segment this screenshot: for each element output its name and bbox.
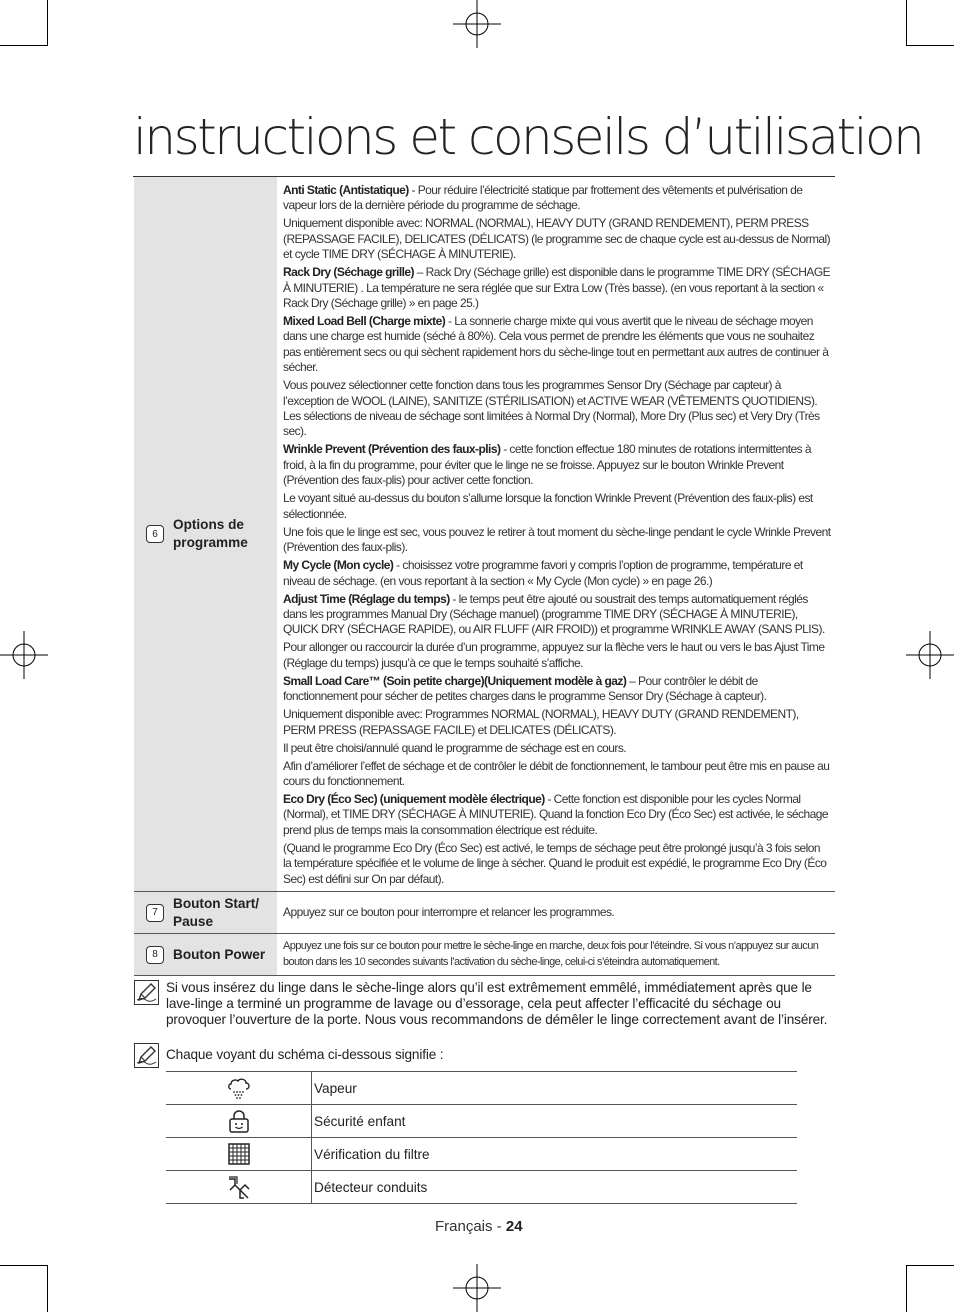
option-paragraph: [283, 314, 831, 376]
option-paragraph: [283, 265, 831, 311]
option-description: Une fois que le linge est sec, vous pouvez le retirer à tout moment du sèche-linge pendant le cycle Wrinkle Prevent (Prévention des faux-plis).: [283, 524, 831, 555]
option-description: - Cette fonction est disponible pour les cycles Normal (Normal), et TIME DRY (SÉCHAGE À MINUTERIE). Quand la fonction Eco Dry (Éco Sec) est activée, le séchage prend plus de temps mais la consommation électrique est réduite.: [283, 791, 829, 837]
option-description: (Quand le programme Eco Dry (Éco Sec) est activé, le temps de séchage peut être prolongé jusqu’à 3 fois selon la température spécifiée et le volume de linge à sécher. Quand le produit est expédié, le programme Eco Dry (Éco Sec) est défini sur On par défaut).: [283, 840, 827, 886]
option-paragraph: [283, 759, 831, 790]
legend-label: Vérification du filtre: [314, 1146, 430, 1162]
footer-language: Français -: [435, 1218, 506, 1235]
option-description: – Rack Dry (Séchage grille) est disponible dans le programme TIME DRY (SÉCHAGE À MINUTERIE) . La température ne sera réglée que sur Extra Low (Très basse). (en vous reportant à la section « Rack Dry (Séchage grille) » en page 25.): [283, 265, 831, 311]
option-description: Il peut être choisi/annulé quand le programme de séchage est en cours.: [283, 740, 627, 755]
options-table: [134, 177, 835, 976]
item-number-badge: 8: [146, 946, 164, 964]
note-indicator-legend: [134, 1043, 834, 1068]
table-row-power: [134, 934, 835, 976]
page-number: 24: [505, 1218, 523, 1235]
row-label: Options de programme: [173, 517, 248, 550]
note-text: Chaque voyant du schéma ci-dessous signifie :: [166, 1047, 444, 1062]
row-label: Bouton Start/ Pause: [173, 895, 260, 929]
steam-icon: [226, 1075, 252, 1101]
option-name: Rack Dry (Séchage grille): [283, 265, 414, 280]
duct-sensor-icon: [226, 1174, 252, 1200]
legend-row: [166, 1138, 797, 1171]
table-row-start-pause: [134, 892, 835, 934]
option-paragraph: [283, 792, 831, 838]
option-paragraph: [283, 640, 831, 671]
option-name: Adjust Time (Réglage du temps): [283, 591, 450, 606]
page-title: instructions et conseils d’utilisation: [133, 108, 923, 166]
option-paragraph: [283, 216, 831, 262]
crop-mark: [0, 45, 48, 46]
note-tangled-laundry: [134, 980, 834, 1028]
option-name: Small Load Care™ (Soin petite charge)(Uniquement modèle à gaz): [283, 673, 627, 688]
option-description: Vous pouvez sélectionner cette fonction dans tous les programmes Sensor Dry (Séchage par capteur) à l’exception de WOOL (LAINE), SANITIZE (STÉRILISATION) et ACTIVE WEAR (VÊTEMENTS QUOTIDIENS). Les sélections de niveau de séchage sont limitées à Normal Dry (Normal), More Dry (Plus sec) et Very Dry (Très sec).: [283, 378, 820, 439]
option-name: Mixed Load Bell (Charge mixte): [283, 314, 446, 329]
option-paragraph: [283, 741, 831, 756]
option-paragraph: [283, 592, 831, 638]
legend-label: Vapeur: [314, 1080, 357, 1096]
row-description: [277, 892, 835, 933]
option-paragraph: [283, 442, 831, 488]
registration-mark: [453, 1264, 501, 1312]
crop-mark: [906, 1265, 907, 1312]
option-paragraph: [283, 183, 831, 214]
option-paragraph: [283, 491, 831, 522]
crop-mark: [0, 1265, 48, 1266]
description-text: Appuyez sur ce bouton pour interrompre et relancer les programmes.: [283, 904, 615, 919]
registration-mark: [906, 631, 954, 679]
item-number-badge: 7: [146, 904, 164, 922]
legend-label: Détecteur conduits: [314, 1179, 428, 1195]
crop-mark: [47, 1265, 48, 1312]
option-description: - cette fonction effectue 180 minutes de rotations intermittentes à froid, à la fin du programme, pour éviter que le linge ne se froisse. Appuyez sur le bouton Wrinkle Prevent (Prévention des faux-plis) pour activer cette fonction.: [283, 442, 811, 488]
filter-check-icon: [226, 1141, 252, 1167]
option-paragraph: [283, 525, 831, 556]
item-number-badge: 6: [146, 525, 164, 543]
table-row-options: [134, 177, 835, 892]
option-paragraph: [283, 707, 831, 738]
registration-mark: [0, 631, 48, 679]
note-pencil-icon: [134, 1043, 159, 1068]
row-label: Bouton Power: [173, 946, 266, 962]
option-description: - le temps peut être ajouté ou soustrait des temps automatiquement réglés dans les programmes Manual Dry (Séchage manuel) (programme TIME DRY (SÉCHAGE À MINUTERIE), QUICK DRY (SÉCHAGE RAPIDE), ou AIR FLUFF (AIR FROID)) et programme WRINKLE AWAY (SANS PLIS).: [283, 591, 825, 637]
option-name: Eco Dry (Éco Sec) (uniquement modèle électrique): [283, 791, 545, 806]
option-description: Pour allonger ou raccourcir la durée d’un programme, appuyez sur la flèche vers le haut ou vers le bas Ajust Time (Réglage du temps) jusqu’à ce que le temps souhaité s’affiche.: [283, 640, 825, 670]
row-label-cell: [134, 177, 277, 891]
row-label-cell: [134, 892, 277, 933]
registration-mark: [453, 0, 501, 48]
option-name: Anti Static (Antistatique): [283, 183, 409, 197]
option-name: Wrinkle Prevent (Prévention des faux-plis): [283, 442, 501, 457]
page-footer: [435, 1218, 523, 1235]
option-description: - Pour réduire l’électricité statique par frottement des vêtements et pulvérisation de vapeur lors de la dernière période du programme de séchage.: [283, 183, 803, 213]
option-paragraph: [283, 841, 831, 887]
indicator-legend-table: [166, 1071, 797, 1204]
description-text: Appuyez une fois sur ce bouton pour mettre le sèche-linge en marche, deux fois pour l’éteindre. Si vous n’appuyez sur aucun bouton dans les 10 secondes suivants l’activation du sèche-linge, celui-ci s’éteindra automatiquement.: [283, 940, 819, 968]
option-paragraph: [283, 558, 831, 589]
option-description: Uniquement disponible avec: Programmes NORMAL (NORMAL), HEAVY DUTY (GRAND RENDEMENT), PERM PRESS (REPASSAGE FACILE) et DELICATES (DÉLICATS).: [283, 707, 799, 737]
option-paragraph: [283, 378, 831, 440]
legend-row: [166, 1171, 797, 1204]
option-description: Uniquement disponible avec: NORMAL (NORMAL), HEAVY DUTY (GRAND RENDEMENT), PERM PRESS (REPASSAGE FACILE), DELICATES (DÉLICATS) (le programme sec de chaque cycle est au-dessus de Normal) et cycle TIME DRY (SÉCHAGE À MINUTERIE).: [283, 216, 831, 262]
legend-label: Sécurité enfant: [314, 1113, 406, 1129]
option-description: – Pour contrôler le débit de fonctionnement pour sécher de petites charges dans le programme Sensor Dry (Séchage à capteur).: [283, 673, 767, 704]
note-text: Si vous insérez du linge dans le sèche-linge alors qu’il est extrêmement emmêlé, immédiatement après que le lave-linge a terminé un programme de lavage ou d’essorage, cela peut affecter l’efficacité du séchage ou provoquer l’ouverture de la porte. Nous vous recommandons de démêler le linge correctement avant de l’insérer.: [166, 980, 828, 1027]
note-pencil-icon: [134, 980, 159, 1005]
crop-mark: [906, 45, 954, 46]
crop-mark: [47, 0, 48, 46]
crop-mark: [906, 0, 907, 46]
option-description: Afin d’améliorer l’effet de séchage et de contrôler le débit de fonctionnement, le tambour peut être mis en pause au cours du fonctionnement.: [283, 758, 830, 788]
row-label-cell: [134, 934, 277, 975]
option-paragraph: [283, 674, 831, 705]
legend-row: [166, 1105, 797, 1138]
row-description: [277, 934, 835, 975]
child-lock-icon: [226, 1108, 252, 1134]
crop-mark: [906, 1265, 954, 1266]
option-description: - La sonnerie charge mixte qui vous avertit que le niveau de séchage moyen dans une charge est humide (séché à 80%). Cela vous permet de prendre les éléments que vous ne souhaitez pas entièrement secs ou qui sèchent rapidement hors du sèche-linge tout en permettant aux autres de continuer à sécher.: [283, 314, 829, 375]
option-description: Le voyant situé au-dessus du bouton s’allume lorsque la fonction Wrinkle Prevent (Prévention des faux-plis) est sélectionnée.: [283, 491, 813, 521]
option-description: - choisissez votre programme favori y compris l’option de programme, température et niveau de séchage. (en vous reportant à la section « My Cycle (Mon cycle) » en page 26.): [283, 558, 803, 588]
option-name: My Cycle (Mon cycle): [283, 558, 394, 573]
legend-row: [166, 1072, 797, 1105]
row-description: [277, 177, 835, 891]
